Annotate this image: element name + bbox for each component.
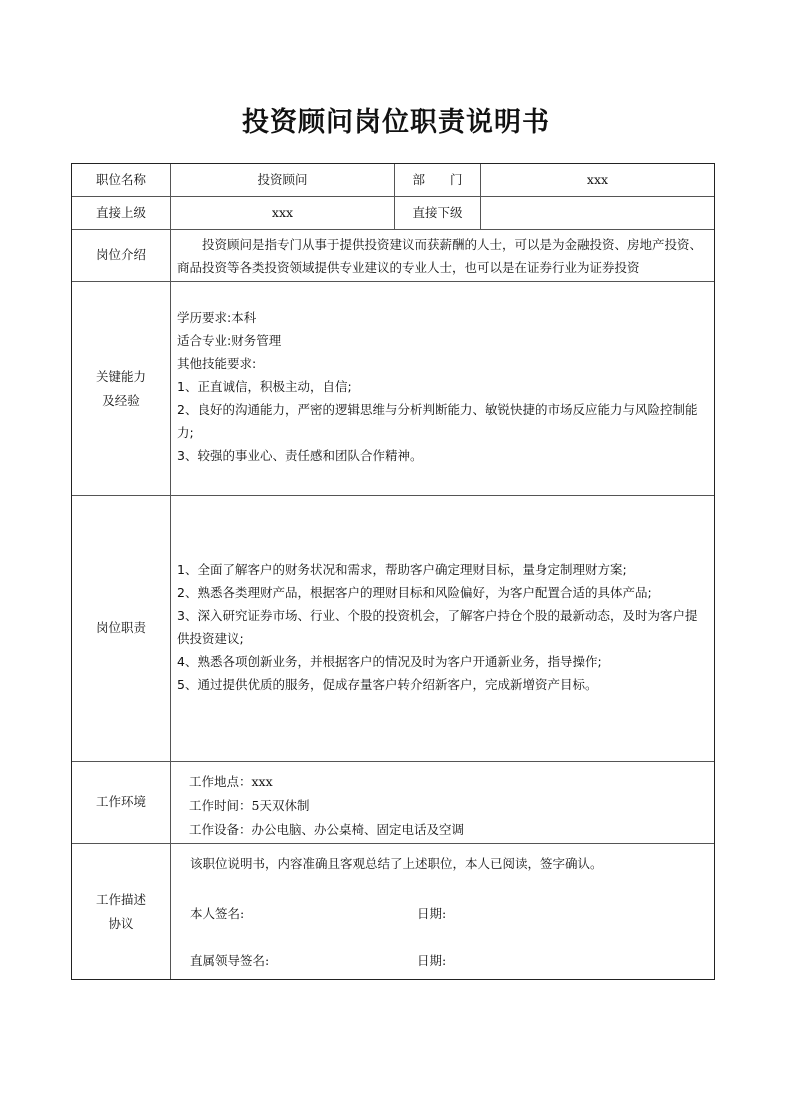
work-hours: 工作时间：5天双休制 — [189, 798, 310, 813]
leader-signature-label: 直属领导签名: — [190, 953, 270, 968]
job-name-value: 投资顾问 — [171, 164, 395, 197]
duty-line: 5、通过提供优质的服务，促成存量客户转介绍新客户，完成新增资产目标。 — [177, 677, 598, 692]
self-signature-label: 本人签名: — [190, 906, 245, 921]
agreement-cell — [171, 844, 714, 979]
ability-line: 3、较强的事业心、责任感和团队合作精神。 — [177, 448, 423, 463]
agreement-label — [72, 844, 171, 979]
agreement-label-line2: 协议 — [108, 915, 134, 931]
ability-line: 1、正直诚信，积极主动，自信; — [177, 379, 352, 394]
ability-line: 学历要求:本科 — [177, 310, 257, 325]
ability-list — [171, 282, 714, 467]
duty-line: 1、全面了解客户的财务状况和需求，帮助客户确定理财目标，量身定制理财方案; — [177, 562, 627, 577]
agreement-statement: 该职位说明书，内容准确且客观总结了上述职位，本人已阅读，签字确认。 — [190, 856, 603, 871]
duty-line: 2、熟悉各类理财产品，根据客户的理财目标和风险偏好，为客户配置合适的具体产品; — [177, 585, 652, 600]
work-equipment: 工作设备：办公电脑、办公桌椅、固定电话及空调 — [189, 822, 465, 837]
duties-label: 岗位职责 — [72, 496, 171, 762]
duties-cell — [171, 496, 714, 762]
subordinate-label: 直接下级 — [395, 197, 481, 230]
intro-text: 投资顾问是指专门从事于提供投资建议而获薪酬的人士，可以是为金融投资、房地产投资、商品投资等各类投资领域提供专业建议的专业人士，也可以是在证券行业为证券投资 — [177, 237, 703, 275]
ability-cell — [171, 282, 714, 496]
subordinate-value — [481, 197, 714, 230]
ability-label-line1: 关键能力 — [95, 368, 146, 384]
department-label: 部 门 — [395, 164, 481, 197]
superior-value: xxx — [171, 197, 395, 230]
self-date-label: 日期: — [417, 906, 447, 921]
job-name-label: 职位名称 — [72, 164, 171, 197]
duties-list — [171, 496, 714, 696]
department-value: xxx — [481, 164, 714, 197]
agreement-label-line1: 工作描述 — [95, 891, 146, 907]
superior-label: 直接上级 — [72, 197, 171, 230]
duty-line: 4、熟悉各项创新业务，并根据客户的情况及时为客户开通新业务，指导操作; — [177, 654, 602, 669]
document-title: 投资顾问岗位职责说明书 — [242, 107, 550, 138]
work-location: 工作地点：xxx — [189, 774, 273, 789]
ability-line: 适合专业:财务管理 — [177, 333, 282, 348]
ability-line: 2、良好的沟通能力，严密的逻辑思维与分析判断能力、敏锐快捷的市场反应能力与风险控制能力; — [177, 402, 698, 440]
environment-list — [171, 762, 714, 842]
environment-label: 工作环境 — [72, 762, 171, 844]
job-description-table — [71, 163, 715, 980]
leader-date-label: 日期: — [417, 953, 447, 968]
environment-cell — [171, 762, 714, 844]
ability-label — [72, 282, 171, 496]
ability-label-line2: 及经验 — [102, 392, 140, 408]
intro-cell — [171, 230, 714, 282]
duty-line: 3、深入研究证券市场、行业、个股的投资机会，了解客户持仓个股的最新动态，及时为客户提供投资建议; — [177, 608, 698, 646]
intro-label: 岗位介绍 — [72, 230, 171, 282]
ability-line: 其他技能要求: — [177, 356, 257, 371]
